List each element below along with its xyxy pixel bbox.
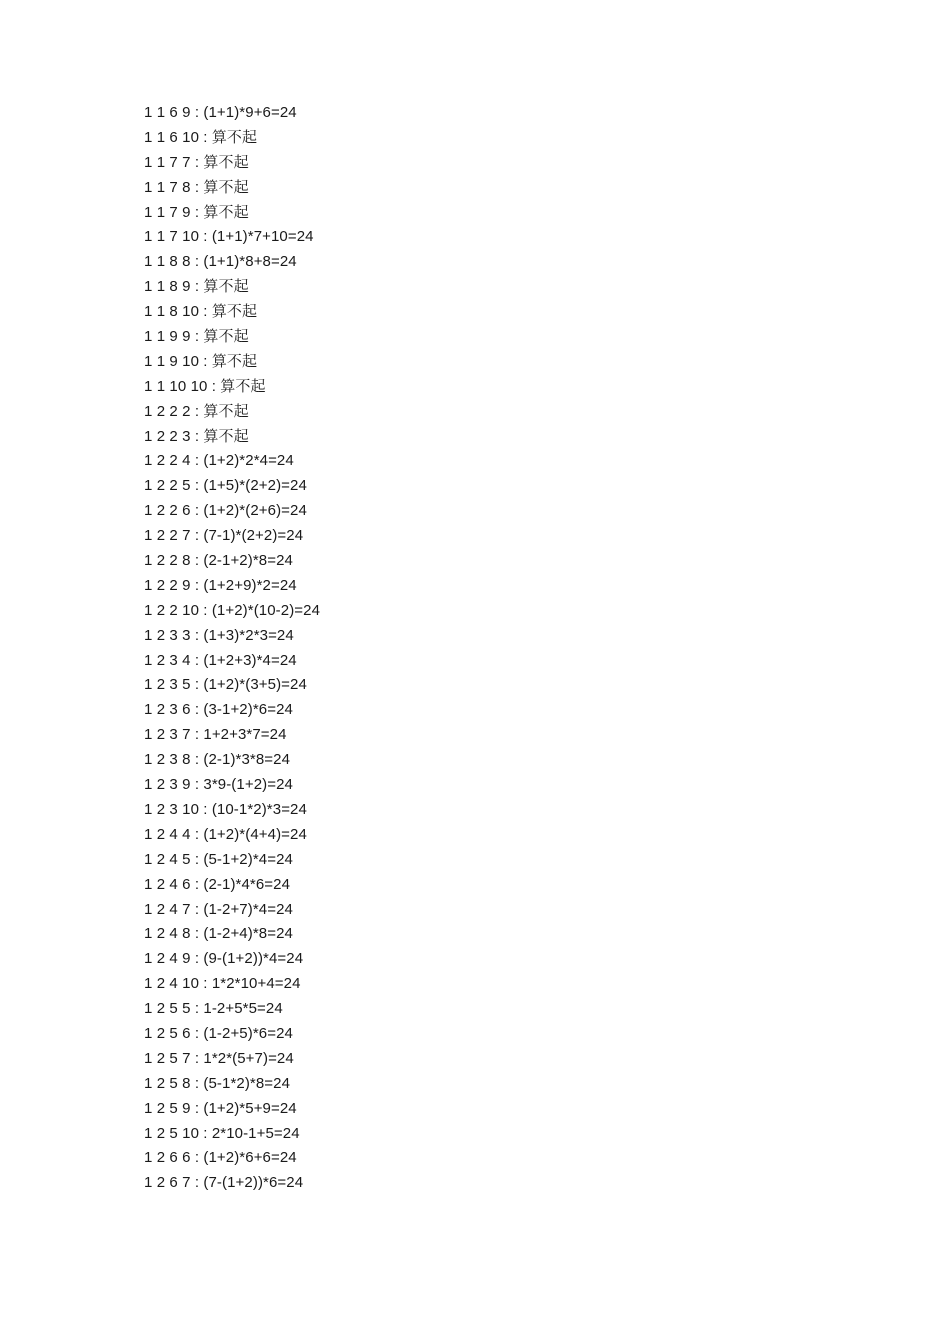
solution-line: 1 2 2 9 : (1+2+9)*2=24	[144, 576, 297, 594]
solution-line: 1 2 5 10 : 2*10-1+5=24	[144, 1124, 300, 1142]
solution-line: 1 1 7 7 : 算不起	[144, 153, 249, 171]
solution-line: 1 2 5 8 : (5-1*2)*8=24	[144, 1074, 291, 1092]
solution-line: 1 2 2 10 : (1+2)*(10-2)=24	[144, 601, 321, 619]
solution-line: 1 2 4 5 : (5-1+2)*4=24	[144, 850, 293, 868]
solution-line: 1 2 3 5 : (1+2)*(3+5)=24	[144, 676, 307, 694]
solution-line: 1 2 5 7 : 1*2*(5+7)=24	[144, 1049, 294, 1067]
solution-line: 1 2 4 9 : (9-(1+2))*4=24	[144, 950, 304, 968]
solution-line: 1 2 2 3 : 算不起	[144, 427, 249, 445]
solution-line: 1 2 4 10 : 1*2*10+4=24	[144, 975, 301, 993]
solution-line: 1 1 7 10 : (1+1)*7+10=24	[144, 228, 314, 246]
solution-line: 1 1 8 10 : 算不起	[144, 303, 258, 321]
solution-line: 1 2 2 5 : (1+5)*(2+2)=24	[144, 477, 307, 495]
solution-line: 1 2 4 7 : (1-2+7)*4=24	[144, 900, 293, 918]
solution-line: 1 2 2 8 : (2-1+2)*8=24	[144, 552, 293, 570]
solution-line: 1 2 5 9 : (1+2)*5+9=24	[144, 1099, 297, 1117]
solution-line: 1 2 5 5 : 1-2+5*5=24	[144, 1000, 283, 1018]
solution-line: 1 2 2 7 : (7-1)*(2+2)=24	[144, 527, 304, 545]
solution-line: 1 1 6 9 : (1+1)*9+6=24	[144, 104, 297, 121]
solution-line: 1 2 3 9 : 3*9-(1+2)=24	[144, 776, 293, 794]
solution-line: 1 2 6 6 : (1+2)*6+6=24	[144, 1149, 297, 1167]
solution-line: 1 2 4 4 : (1+2)*(4+4)=24	[144, 825, 307, 843]
solution-line: 1 2 3 3 : (1+3)*2*3=24	[144, 626, 294, 644]
solution-line: 1 2 2 6 : (1+2)*(2+6)=24	[144, 502, 307, 520]
solution-line: 1 2 2 2 : 算不起	[144, 402, 249, 420]
solution-line: 1 1 6 10 : 算不起	[144, 128, 258, 146]
solution-line: 1 1 10 10 : 算不起	[144, 377, 266, 395]
solution-line: 1 1 7 8 : 算不起	[144, 178, 249, 196]
solution-line: 1 2 4 8 : (1-2+4)*8=24	[144, 925, 293, 943]
solution-line: 1 2 6 7 : (7-(1+2))*6=24	[144, 1174, 304, 1192]
solution-line: 1 2 5 6 : (1-2+5)*6=24	[144, 1024, 293, 1042]
solution-line: 1 2 3 10 : (10-1*2)*3=24	[144, 800, 307, 818]
solution-line: 1 1 8 9 : 算不起	[144, 278, 249, 296]
solution-line: 1 2 3 8 : (2-1)*3*8=24	[144, 751, 291, 769]
solution-line: 1 1 7 9 : 算不起	[144, 203, 249, 221]
solution-line: 1 2 3 6 : (3-1+2)*6=24	[144, 701, 293, 719]
solution-line: 1 1 9 10 : 算不起	[144, 352, 258, 370]
solution-line: 1 2 3 4 : (1+2+3)*4=24	[144, 651, 297, 669]
solution-line: 1 1 8 8 : (1+1)*8+8=24	[144, 253, 297, 271]
solution-list	[144, 101, 320, 1196]
solution-line: 1 2 2 4 : (1+2)*2*4=24	[144, 452, 294, 470]
solution-line: 1 1 9 9 : 算不起	[144, 328, 249, 346]
solution-line: 1 2 3 7 : 1+2+3*7=24	[144, 726, 287, 744]
solution-line: 1 2 4 6 : (2-1)*4*6=24	[144, 875, 291, 893]
